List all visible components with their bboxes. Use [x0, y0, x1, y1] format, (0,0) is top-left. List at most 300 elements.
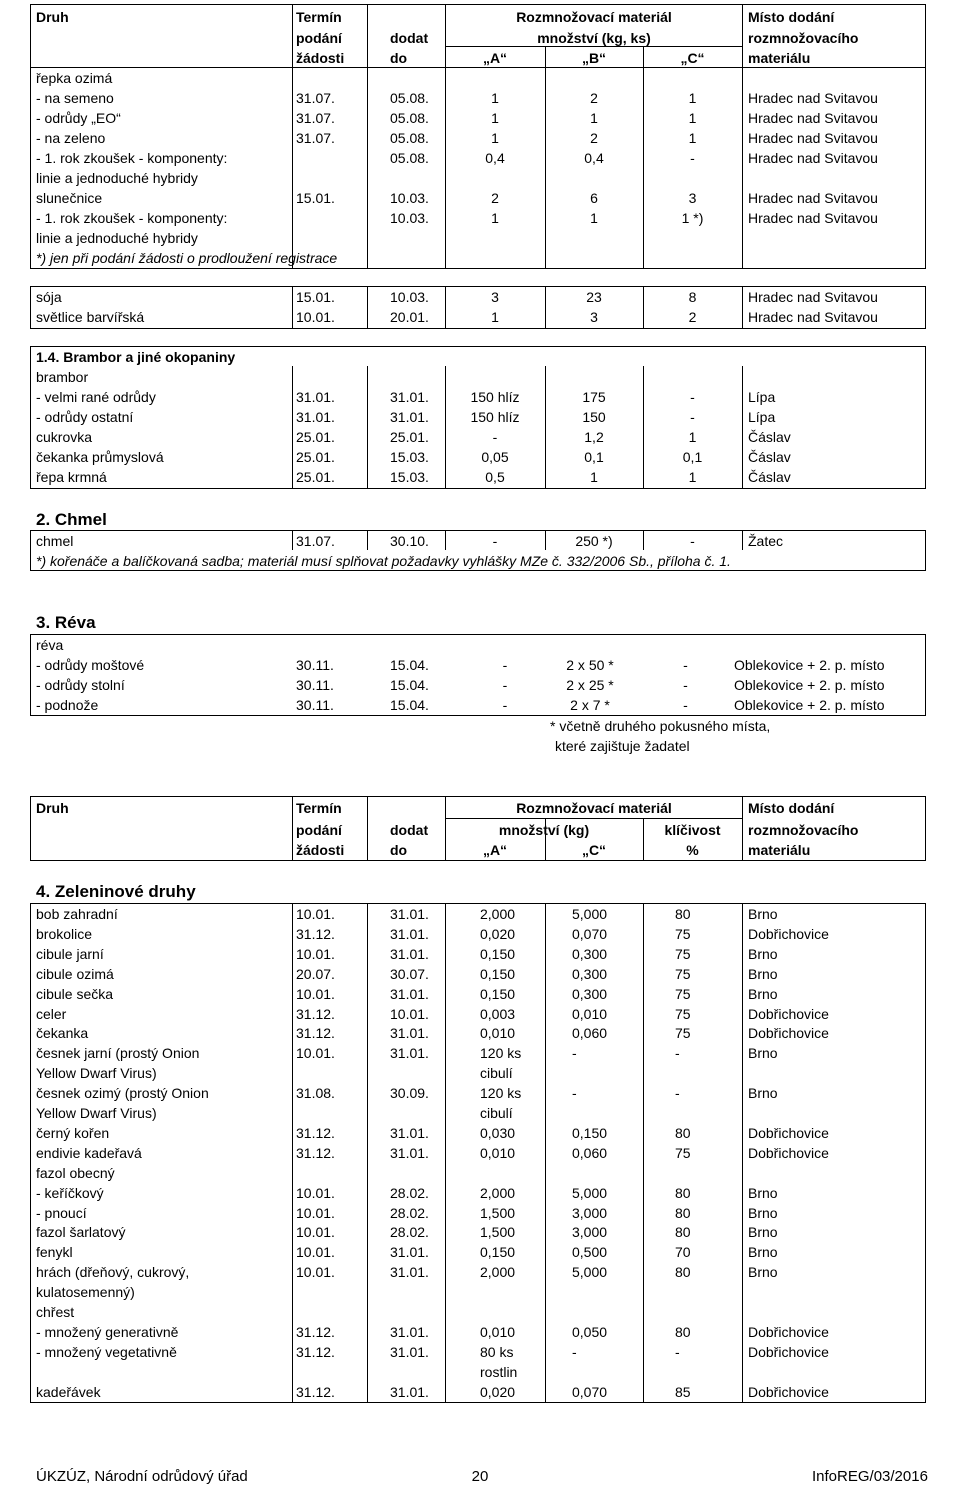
cell-c: - — [690, 409, 695, 425]
cell-mnozstvi-c: 0,150 — [572, 1124, 608, 1141]
cell-a: 1 — [491, 309, 499, 325]
cell-b: 6 — [590, 190, 598, 206]
cell-podani: 31.07. — [296, 533, 335, 549]
cell-dodat: 30.10. — [390, 533, 429, 549]
cell-klicivost: - — [675, 1343, 680, 1360]
cell-podani: 15.01. — [296, 289, 335, 305]
cell-druh: fenykl — [36, 1244, 73, 1261]
cell-a: 1 — [491, 90, 499, 106]
cell-mnozstvi-a: 2,000 — [480, 1264, 516, 1281]
cell-a: 1 — [491, 130, 499, 146]
cell-misto: Hradec nad Svitavou — [748, 289, 878, 305]
col-a: „A“ — [482, 50, 508, 66]
cell-misto: Brno — [748, 1244, 778, 1261]
cell-misto: Dobřichovice — [748, 1323, 829, 1340]
cell-podani: 31.12. — [296, 1124, 335, 1141]
cell-mnozstvi-c: 0,010 — [572, 1005, 608, 1022]
cell-misto: Hradec nad Svitavou — [748, 110, 878, 126]
cell-b: 2 x 50 * — [566, 657, 614, 673]
cell-podani: 31.12. — [296, 925, 335, 942]
cell-dodat: 10.01. — [390, 1005, 429, 1022]
cell-dodat: 31.01. — [390, 389, 429, 405]
cell-b: 3 — [590, 309, 598, 325]
cell-mnozstvi-c: 0,300 — [572, 945, 608, 962]
col2-materialu: materiálu — [748, 842, 811, 858]
cell-dodat: 28.02. — [390, 1204, 429, 1221]
cell-mnozstvi-a: rostlin — [480, 1363, 518, 1380]
cell-druh: kulatosemenný) — [36, 1284, 135, 1301]
cell-podani: 31.12. — [296, 1323, 335, 1340]
cell-mnozstvi-c: 0,060 — [572, 1025, 608, 1042]
col2-c: „C“ — [581, 842, 607, 858]
cell-mnozstvi-c: 5,000 — [572, 1264, 608, 1281]
cell-druh: - keříčkový — [36, 1184, 104, 1201]
cell-mnozstvi-a: 2,000 — [480, 1184, 516, 1201]
table1-note: *) jen při podání žádosti o prodloužení registrace — [36, 250, 338, 266]
cell-mnozstvi-a: 1,500 — [480, 1204, 516, 1221]
cell-dodat: 28.02. — [390, 1184, 429, 1201]
cell-podani: 10.01. — [296, 1204, 335, 1221]
col-dodat: dodat — [390, 30, 429, 46]
cell-dodat: 31.01. — [390, 985, 429, 1002]
cell-misto: Hradec nad Svitavou — [748, 130, 878, 146]
cell-dodat: 15.04. — [390, 697, 429, 713]
cell-klicivost: 80 — [675, 1264, 691, 1281]
col2-a: „A“ — [482, 842, 508, 858]
col-misto: Místo dodání — [748, 9, 835, 25]
cell-misto: Brno — [748, 1204, 778, 1221]
col2-misto: Místo dodání — [748, 800, 835, 816]
cell-druh: - odrůdy stolní — [36, 677, 125, 693]
cell-druh: linie a jednoduché hybridy — [36, 170, 198, 186]
cell-a: - — [492, 429, 498, 445]
cell-dodat: 10.03. — [390, 289, 429, 305]
cell-misto: Žatec — [748, 533, 784, 549]
cell-misto: Hradec nad Svitavou — [748, 309, 878, 325]
cell-b: 250 *) — [575, 533, 613, 549]
cell-klicivost: 80 — [675, 1204, 691, 1221]
cell-c: - — [683, 677, 688, 693]
cell-mnozstvi-c: 0,500 — [572, 1244, 608, 1261]
cell-c: - — [683, 657, 688, 673]
reva-note-1: * včetně druhého pokusného místa, — [550, 718, 771, 734]
cell-c: 1 — [688, 110, 697, 126]
col-b: „B“ — [581, 50, 607, 66]
cell-a: 2 — [491, 190, 499, 206]
cell-misto: Brno — [748, 1224, 778, 1241]
cell-mnozstvi-a: 0,150 — [480, 1244, 516, 1261]
cell-druh: - podnože — [36, 697, 99, 713]
cell-klicivost: 75 — [675, 1025, 691, 1042]
cell-misto: Oblekovice + 2. p. místo — [734, 697, 885, 713]
cell-b: 150 — [582, 409, 606, 425]
cell-klicivost: 85 — [675, 1383, 691, 1400]
cell-mnozstvi-a: 0,150 — [480, 965, 516, 982]
cell-mnozstvi-c: 0,060 — [572, 1144, 608, 1161]
footer-doc-id: InfoREG/03/2016 — [812, 1468, 928, 1485]
col-c: „C“ — [680, 50, 705, 66]
footer-org: ÚKZÚZ, Národní odrůdový úřad — [36, 1468, 248, 1485]
section-chmel-title: 2. Chmel — [36, 510, 107, 529]
cell-dodat: 31.01. — [390, 945, 429, 962]
cell-druh: - odrůdy ostatní — [36, 409, 134, 425]
cell-a: 3 — [491, 289, 499, 305]
cell-dodat: 31.01. — [390, 1124, 429, 1141]
cell-mnozstvi-c: - — [572, 1045, 577, 1062]
cell-dodat: 31.01. — [390, 906, 429, 922]
cell-podani: 20.07. — [296, 965, 335, 982]
col2-pct: % — [686, 842, 699, 858]
cell-mnozstvi-c: 3,000 — [572, 1224, 608, 1241]
cell-misto: Hradec nad Svitavou — [748, 190, 878, 206]
cell-podani: 31.12. — [296, 1025, 335, 1042]
cell-dodat: 05.08. — [390, 150, 429, 166]
cell-dodat: 31.01. — [390, 1343, 429, 1360]
cell-misto: Čáslav — [748, 449, 791, 465]
cell-misto: Dobřichovice — [748, 1025, 829, 1042]
cell-druh: - na zeleno — [36, 130, 106, 146]
cell-mnozstvi-a: 80 ks — [480, 1343, 514, 1360]
cell-b: 1 — [590, 210, 598, 226]
cell-druh: - odrůdy „EO“ — [36, 110, 121, 126]
col2-mnozstvi: množství (kg) — [498, 822, 590, 838]
cell-klicivost: 75 — [675, 945, 691, 962]
cell-c: - — [690, 533, 695, 549]
col-do: do — [390, 50, 408, 66]
cell-podani: 31.07. — [296, 130, 335, 146]
cell-mnozstvi-a: cibulí — [480, 1065, 513, 1082]
cell-druh: česnek ozimý (prostý Onion — [36, 1085, 209, 1102]
cell-c: 3 — [688, 190, 697, 206]
cell-mnozstvi-c: 0,070 — [572, 1383, 608, 1400]
cell-mnozstvi-a: 0,030 — [480, 1124, 516, 1141]
cell-b: 0,4 — [584, 150, 604, 166]
cell-dodat: 20.01. — [390, 309, 429, 325]
cell-druh: bob zahradní — [36, 906, 118, 922]
col2-rozmnozovaci: Rozmnožovací materiál — [516, 800, 672, 816]
cell-c: 2 — [688, 309, 697, 325]
cell-misto: Oblekovice + 2. p. místo — [734, 677, 885, 693]
col2-termin: Termín — [296, 800, 342, 816]
cell-a: 0,5 — [485, 469, 505, 485]
chmel-note: *) kořenáče a balíčkovaná sadba; materiál musí splňovat požadavky vyhlášky MZe č. 332/2006 Sb., příloha č. 1. — [36, 553, 731, 569]
cell-podani: 31.01. — [296, 389, 335, 405]
cell-mnozstvi-a: 1,500 — [480, 1224, 516, 1241]
col-mnozstvi: množství (kg, ks) — [537, 30, 651, 46]
cell-podani: 10.01. — [296, 945, 335, 962]
cell-podani: 10.01. — [296, 1244, 335, 1261]
cell-misto: Lípa — [748, 389, 776, 405]
cell-c: 1 — [688, 469, 697, 485]
cell-b: 2 x 25 * — [566, 677, 614, 693]
cell-druh: řepa krmná — [36, 469, 107, 485]
cell-misto: Dobřichovice — [748, 1383, 829, 1400]
cell-dodat: 15.03. — [390, 449, 429, 465]
cell-klicivost: 80 — [675, 1224, 691, 1241]
cell-druh: Yellow Dwarf Virus) — [36, 1065, 157, 1082]
cell-mnozstvi-c: 5,000 — [572, 1184, 608, 1201]
col2-druh: Druh — [36, 800, 69, 816]
cell-druh: cibule jarní — [36, 945, 104, 962]
cell-dodat: 05.08. — [390, 90, 429, 106]
cell-misto: Brno — [748, 965, 778, 982]
col2-podani: podání — [296, 822, 342, 838]
cell-druh: Yellow Dwarf Virus) — [36, 1105, 157, 1121]
cell-misto: Brno — [748, 1264, 778, 1281]
cell-misto: Lípa — [748, 409, 776, 425]
cell-klicivost: 75 — [675, 965, 691, 982]
cell-mnozstvi-a: 2,000 — [480, 906, 516, 922]
cell-podani: 30.11. — [296, 677, 334, 693]
cell-dodat: 30.07. — [390, 965, 429, 982]
col-rozmnozovaciho: rozmnožovacího — [748, 30, 859, 46]
cell-mnozstvi-a: 0,020 — [480, 925, 516, 942]
cell-dodat: 31.01. — [390, 1323, 429, 1340]
cell-dodat: 31.01. — [390, 1264, 429, 1281]
cell-podani: 31.12. — [296, 1343, 335, 1360]
cell-mnozstvi-a: 0,010 — [480, 1323, 516, 1340]
cell-dodat: 31.01. — [390, 1383, 429, 1400]
cell-podani: 25.01. — [296, 469, 335, 485]
cell-b: 23 — [586, 289, 602, 305]
cell-dodat: 28.02. — [390, 1224, 429, 1241]
cell-klicivost: 80 — [675, 1124, 691, 1141]
cell-druh: čekanka — [36, 1025, 89, 1042]
col-druh: Druh — [36, 9, 69, 25]
col2-rozmnozovaciho: rozmnožovacího — [748, 822, 859, 838]
cell-b: 2 — [590, 130, 598, 146]
cell-podani: 15.01. — [296, 190, 335, 206]
cell-druh: brambor — [36, 369, 89, 385]
cell-mnozstvi-a: 0,010 — [480, 1025, 516, 1042]
cell-druh: celer — [36, 1005, 67, 1022]
cell-klicivost: 80 — [675, 906, 691, 922]
cell-klicivost: 70 — [675, 1244, 691, 1261]
col-podani: podání — [296, 30, 342, 46]
cell-druh: - množený generativně — [36, 1323, 179, 1340]
cell-klicivost: 75 — [675, 985, 691, 1002]
cell-klicivost: 80 — [675, 1323, 691, 1340]
cell-druh: kadeřávek — [36, 1383, 101, 1400]
cell-druh: čekanka průmyslová — [36, 449, 164, 465]
cell-podani: 31.01. — [296, 409, 335, 425]
cell-dodat: 25.01. — [390, 429, 429, 445]
reva-note-2: které zajištuje žadatel — [555, 738, 690, 754]
cell-dodat: 30.09. — [390, 1085, 429, 1102]
cell-podani: 31.12. — [296, 1144, 335, 1161]
section-zelenina-title: 4. Zeleninové druhy — [36, 882, 196, 901]
cell-mnozstvi-a: 120 ks — [480, 1085, 522, 1102]
cell-druh: cibule sečka — [36, 985, 114, 1002]
col-zadosti: žádosti — [296, 50, 345, 66]
cell-b: 2 — [590, 90, 598, 106]
cell-b: 2 x 7 * — [570, 697, 610, 713]
cell-c: 1 — [688, 429, 697, 445]
cell-podani: 10.01. — [296, 1224, 335, 1241]
cell-druh: - pnoucí — [36, 1204, 87, 1221]
cell-podani: 10.01. — [296, 906, 335, 922]
cell-c: - — [683, 697, 688, 713]
cell-druh: chmel — [36, 533, 74, 549]
cell-misto: Dobřichovice — [748, 1005, 829, 1022]
cell-dodat: 15.03. — [390, 469, 429, 485]
cell-mnozstvi-c: - — [572, 1343, 577, 1360]
cell-druh: řepka ozimá — [36, 70, 113, 86]
cell-misto: Hradec nad Svitavou — [748, 90, 878, 106]
cell-druh: - 1. rok zkoušek - komponenty: — [36, 150, 228, 166]
cell-druh: - 1. rok zkoušek - komponenty: — [36, 210, 228, 226]
cell-druh: fazol šarlatový — [36, 1224, 126, 1241]
section-brambor-title: 1.4. Brambor a jiné okopaniny — [36, 349, 236, 365]
cell-klicivost: 80 — [675, 1184, 691, 1201]
cell-dodat: 05.08. — [390, 110, 429, 126]
cell-dodat: 05.08. — [390, 130, 429, 146]
cell-podani: 30.11. — [296, 657, 334, 673]
cell-druh: slunečnice — [36, 190, 103, 206]
cell-klicivost: - — [675, 1085, 680, 1102]
cell-misto: Dobřichovice — [748, 925, 829, 942]
cell-druh: sója — [36, 289, 62, 305]
cell-a: - — [502, 657, 508, 673]
cell-mnozstvi-a: 0,020 — [480, 1383, 516, 1400]
cell-misto: Čáslav — [748, 469, 791, 485]
cell-misto: Brno — [748, 1085, 778, 1102]
cell-misto: Brno — [748, 1045, 778, 1062]
cell-dodat: 31.01. — [390, 409, 429, 425]
cell-c: 1 — [688, 90, 697, 106]
cell-misto: Brno — [748, 985, 778, 1002]
cell-mnozstvi-c: 0,050 — [572, 1323, 608, 1340]
cell-a: 150 hlíz — [470, 409, 520, 425]
cell-dodat: 31.01. — [390, 1025, 429, 1042]
cell-dodat: 31.01. — [390, 1144, 429, 1161]
cell-podani: 10.01. — [296, 985, 335, 1002]
cell-dodat: 10.03. — [390, 190, 429, 206]
cell-podani: 31.08. — [296, 1085, 335, 1102]
cell-dodat: 31.01. — [390, 925, 429, 942]
cell-mnozstvi-c: - — [572, 1085, 577, 1102]
cell-mnozstvi-c: 0,300 — [572, 985, 608, 1002]
col-materialu: materiálu — [748, 50, 811, 66]
cell-klicivost: 75 — [675, 925, 691, 942]
cell-c: 0,1 — [682, 449, 703, 465]
cell-dodat: 10.03. — [390, 210, 429, 226]
cell-mnozstvi-c: 5,000 — [572, 906, 608, 922]
cell-druh: endivie kadeřavá — [36, 1144, 142, 1161]
cell-a: - — [502, 677, 508, 693]
col2-klicivost: klíčivost — [664, 822, 721, 838]
cell-misto: Oblekovice + 2. p. místo — [734, 657, 885, 673]
cell-dodat: 15.04. — [390, 657, 429, 673]
cell-c: - — [690, 389, 695, 405]
cell-b: 1,2 — [584, 429, 604, 445]
col2-zadosti: žádosti — [296, 842, 345, 858]
cell-druh: - odrůdy moštové — [36, 657, 145, 673]
cell-b: 175 — [582, 389, 606, 405]
cell-b: 0,1 — [584, 449, 604, 465]
cell-podani: 10.01. — [296, 309, 335, 325]
cell-misto: Brno — [748, 906, 778, 922]
cell-mnozstvi-a: 120 ks — [480, 1045, 522, 1062]
cell-c: 1 *) — [681, 210, 704, 226]
cell-misto: Čáslav — [748, 429, 791, 445]
cell-podani: 30.11. — [296, 697, 334, 713]
cell-mnozstvi-c: 0,070 — [572, 925, 608, 942]
cell-mnozstvi-a: 0,150 — [480, 945, 516, 962]
cell-druh: fazol obecný — [36, 1164, 115, 1181]
cell-misto: Dobřichovice — [748, 1124, 829, 1141]
col2-dodat: dodat — [390, 822, 429, 838]
cell-podani: 25.01. — [296, 449, 335, 465]
cell-druh: brokolice — [36, 925, 93, 942]
cell-a: - — [492, 533, 498, 549]
cell-podani: 31.12. — [296, 1383, 335, 1400]
cell-a: 150 hlíz — [470, 389, 520, 405]
cell-dodat: 15.04. — [390, 677, 429, 693]
cell-b: 1 — [590, 469, 598, 485]
cell-druh: cukrovka — [36, 429, 93, 445]
cell-druh: réva — [36, 637, 64, 653]
cell-druh: česnek jarní (prostý Onion — [36, 1045, 200, 1062]
cell-druh: linie a jednoduché hybridy — [36, 230, 198, 246]
cell-podani: 10.01. — [296, 1264, 335, 1281]
cell-misto: Dobřichovice — [748, 1343, 829, 1360]
cell-c: 1 — [688, 130, 697, 146]
cell-podani: 31.07. — [296, 90, 335, 106]
cell-druh: černý kořen — [36, 1124, 110, 1141]
col-termin: Termín — [296, 9, 342, 25]
cell-mnozstvi-c: 0,300 — [572, 965, 608, 982]
footer-page-number: 20 — [471, 1468, 489, 1485]
cell-mnozstvi-c: 3,000 — [572, 1204, 608, 1221]
section-reva-title: 3. Réva — [36, 613, 96, 632]
cell-mnozstvi-a: 0,150 — [480, 985, 516, 1002]
cell-klicivost: 75 — [675, 1005, 691, 1022]
cell-mnozstvi-a: 0,010 — [480, 1144, 516, 1161]
cell-a: - — [502, 697, 508, 713]
cell-b: 1 — [590, 110, 598, 126]
cell-druh: hrách (dřeňový, cukrový, — [36, 1264, 190, 1281]
col-rozmnozovaci: Rozmnožovací materiál — [516, 9, 672, 25]
cell-podani: 25.01. — [296, 429, 335, 445]
cell-mnozstvi-a: 0,003 — [480, 1005, 516, 1022]
cell-a: 0,05 — [481, 449, 509, 465]
cell-druh: cibule ozimá — [36, 965, 114, 982]
cell-podani: 10.01. — [296, 1045, 335, 1062]
cell-klicivost: - — [675, 1045, 680, 1062]
cell-c: - — [690, 150, 695, 166]
cell-c: 8 — [688, 289, 697, 305]
cell-druh: chřest — [36, 1304, 75, 1320]
cell-a: 1 — [491, 110, 499, 126]
cell-misto: Dobřichovice — [748, 1144, 829, 1161]
col2-do: do — [390, 842, 408, 858]
cell-mnozstvi-a: cibulí — [480, 1105, 513, 1121]
cell-misto: Hradec nad Svitavou — [748, 210, 878, 226]
cell-klicivost: 75 — [675, 1144, 691, 1161]
cell-misto: Brno — [748, 945, 778, 962]
cell-a: 1 — [491, 210, 499, 226]
cell-druh: - velmi rané odrůdy — [36, 389, 156, 405]
cell-druh: - na semeno — [36, 90, 114, 106]
cell-podani: 10.01. — [296, 1184, 335, 1201]
cell-a: 0,4 — [485, 150, 505, 166]
cell-podani: 31.07. — [296, 110, 335, 126]
cell-druh: - množený vegetativně — [36, 1343, 177, 1360]
cell-podani: 31.12. — [296, 1005, 335, 1022]
cell-misto: Hradec nad Svitavou — [748, 150, 878, 166]
cell-dodat: 31.01. — [390, 1244, 429, 1261]
